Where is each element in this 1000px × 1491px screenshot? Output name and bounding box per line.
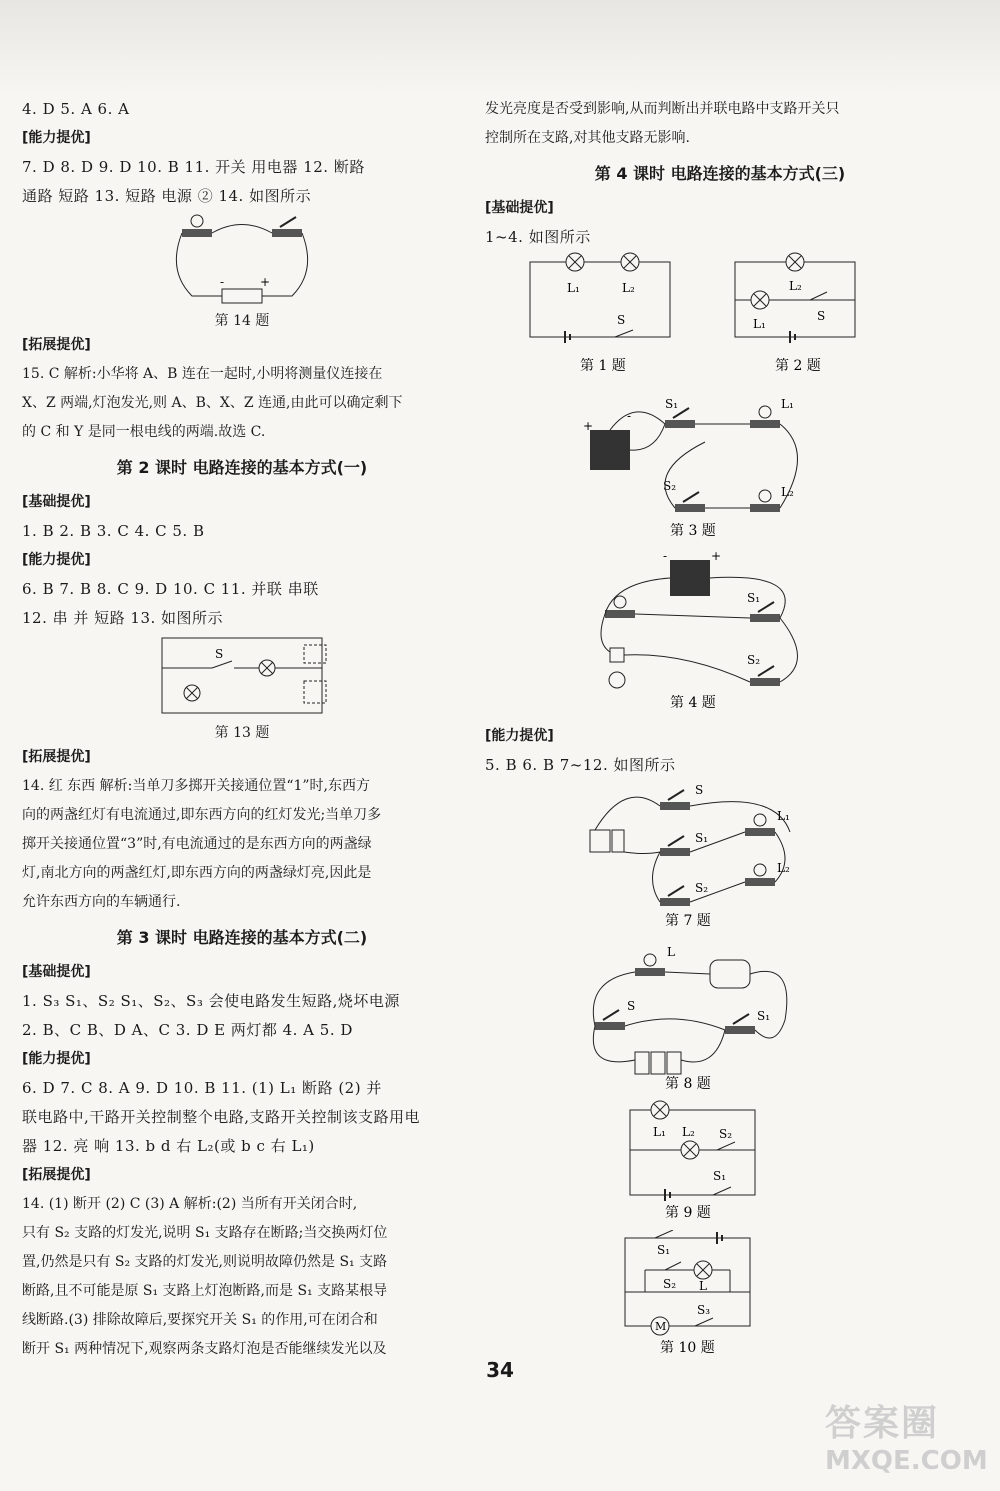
answer-line: 4. D 5. A 6. A — [22, 100, 130, 118]
motor-label: M — [655, 1320, 667, 1333]
explanation-line: 发光亮度是否受到影响,从而判断出并联电路中支路开关只 — [485, 101, 840, 117]
answer-line: 5. B 6. B 7~12. 如图所示 — [485, 756, 676, 774]
lamp-label: L₂ — [781, 485, 794, 499]
minus-label: - — [627, 409, 632, 423]
explanation-line: 控制所在支路,对其他支路无影响. — [485, 130, 690, 146]
circuit-loop — [625, 1238, 750, 1326]
switch-lever — [683, 492, 699, 502]
switch-lever — [668, 836, 684, 846]
watermark-text: 答案圈 — [825, 1403, 940, 1444]
switch-lever — [717, 1142, 735, 1150]
section-tag-ability: [能力提优] — [22, 130, 91, 146]
switch-base — [660, 802, 690, 810]
figure-caption: 第 10 题 — [660, 1340, 715, 1355]
switch-base — [660, 898, 690, 906]
figure-7-circuit — [485, 780, 955, 930]
lamp-label: L — [667, 945, 675, 959]
lamp-base — [745, 828, 775, 836]
answer-line: 7. D 8. D 9. D 10. B 11. 开关 用电器 12. 断路 — [22, 158, 365, 176]
switch-label: S₁ — [713, 1169, 727, 1183]
figure-2-circuit — [735, 253, 855, 343]
figure-caption: 第 3 题 — [670, 523, 716, 539]
switch-label: S — [215, 647, 224, 661]
switch-base — [665, 420, 695, 428]
battery-cell-icon — [612, 830, 624, 852]
switch-lever — [668, 790, 684, 800]
switch-label: S₂ — [695, 881, 709, 895]
switch-lever — [668, 886, 684, 896]
section-tag-ability: [能力提优] — [22, 1051, 91, 1067]
switch-label: S₃ — [697, 1303, 711, 1317]
answer-line: 器 12. 亮 响 13. b d 右 L₂(或 b c 右 L₁) — [22, 1137, 315, 1155]
plus-label: + — [260, 275, 271, 289]
section-tag-expand: [拓展提优] — [22, 749, 91, 765]
explanation-line: 只有 S₂ 支路的灯发光,说明 S₁ 支路存在断路;当交换两灯位 — [22, 1225, 388, 1241]
explanation-line: 灯,南北方向的两盏红灯,即东西方向的两盏绿灯亮,因此是 — [22, 865, 372, 881]
lamp-base — [745, 878, 775, 886]
answer-line: 1. S₃ S₁、S₂ S₁、S₂、S₃ 会使电路发生短路,烧坏电源 — [22, 992, 400, 1010]
switch-label: S₂ — [747, 653, 761, 667]
switch-label: S₁ — [747, 591, 761, 605]
explanation-line: 14. (1) 断开 (2) C (3) A 解析:(2) 当所有开关闭合时, — [22, 1196, 358, 1212]
figure-caption: 第 2 题 — [775, 358, 821, 374]
figure-caption: 第 1 题 — [580, 358, 626, 374]
figure-3-circuit — [485, 392, 955, 542]
figure-caption: 第 9 题 — [665, 1205, 711, 1220]
lamp-label: L — [699, 1279, 707, 1293]
switch-lever — [665, 1262, 681, 1270]
figure-caption: 第 14 题 — [214, 313, 270, 329]
lamp-base — [605, 610, 635, 618]
answer-line: 6. B 7. B 8. C 9. D 10. C 11. 并联 串联 — [22, 580, 319, 598]
switch-label: S — [627, 999, 636, 1013]
lamp-bulb-icon — [759, 406, 771, 418]
explanation-line: 断开 S₁ 两种情况下,观察两条支路灯泡是否能继续发光以及 — [22, 1341, 387, 1357]
lamp-label: L₂ — [789, 279, 802, 293]
section-tag-ability: [能力提优] — [485, 728, 554, 744]
explanation-line: X、Z 两端,灯泡发光,则 A、B、X、Z 连通,由此可以确定剩下 — [22, 395, 403, 411]
battery-cell-icon — [667, 1052, 681, 1074]
answer-line: 6. D 7. C 8. A 9. D 10. B 11. (1) L₁ 断路 (2) 并 — [22, 1079, 382, 1097]
lamp-base — [182, 229, 212, 237]
switch-lever — [713, 1187, 731, 1195]
left-column — [22, 95, 462, 1364]
lamp-label: L₁ — [777, 809, 790, 823]
explanation-line: 断路,且不可能是原 S₁ 支路上灯泡断路,而是 S₁ 支路某根导 — [22, 1283, 388, 1299]
switch-lever — [758, 666, 774, 676]
lamp-bulb-icon — [759, 490, 771, 502]
switch-lever — [733, 1014, 749, 1024]
switch-lever — [810, 292, 827, 300]
battery-pack-icon — [670, 560, 710, 596]
wire — [212, 225, 272, 234]
lamp-bulb-icon — [754, 864, 766, 876]
right-column — [485, 95, 955, 1365]
switch-label: S₂ — [719, 1127, 733, 1141]
explanation-line: 掷开关接通位置“3”时,有电流通过的是东西方向的两盏绿 — [22, 836, 372, 852]
lamp-bulb-icon — [644, 954, 656, 966]
dashed-box — [304, 681, 326, 703]
switch-label: S₂ — [663, 479, 677, 493]
page-top-shadow — [0, 0, 1000, 95]
figure-caption: 第 4 题 — [670, 695, 716, 711]
switch-base — [725, 1026, 755, 1034]
lamp-label: L₂ — [622, 281, 635, 295]
section-tag-basic: [基础提优] — [22, 964, 91, 980]
lesson-title: 第 2 课时 电路连接的基本方式(一) — [116, 458, 368, 477]
section-tag-expand: [拓展提优] — [22, 337, 91, 353]
lamp-label: L₂ — [682, 1125, 695, 1139]
explanation-line: 14. 红 东西 解析:当单刀多掷开关接通位置“1”时,东西方 — [22, 778, 371, 794]
bell-icon — [610, 648, 624, 662]
switch-lever — [655, 1230, 673, 1238]
switch-label: S₁ — [757, 1009, 771, 1023]
switch-lever — [212, 661, 232, 668]
switch-label: S₁ — [665, 397, 679, 411]
explanation-line: 的 C 和 Y 是同一根电线的两端.故选 C. — [22, 424, 266, 440]
answer-line: 1~4. 如图所示 — [485, 228, 591, 246]
answer-line: 联电路中,干路开关控制整个电路,支路开关控制该支路用电 — [22, 1108, 421, 1126]
section-tag-basic: [基础提优] — [22, 494, 91, 510]
figure-caption: 第 7 题 — [665, 913, 711, 929]
circuit-loop — [162, 638, 322, 713]
switch-lever — [695, 1318, 713, 1326]
switch-label: S₁ — [657, 1243, 671, 1257]
motor-icon — [710, 960, 750, 988]
lamp-bulb-icon — [754, 814, 766, 826]
switch-base — [272, 229, 302, 237]
switch-lever — [615, 330, 633, 337]
plus-label: + — [583, 419, 594, 433]
switch-label: S — [817, 309, 826, 323]
switch-base — [750, 678, 780, 686]
explanation-line: 线断路.(3) 排除故障后,要探究开关 S₁ 的作用,可在闭合和 — [22, 1312, 378, 1328]
switch-base — [660, 848, 690, 856]
figure-caption: 第 13 题 — [214, 725, 270, 741]
minus-label: - — [220, 275, 225, 289]
lamp-label: L₁ — [753, 317, 766, 331]
explanation-line: 置,仍然是只有 S₂ 支路的灯发光,则说明故障仍然是 S₁ 支路 — [22, 1254, 388, 1270]
lamp-label: L₁ — [567, 281, 580, 295]
figures-1-2 — [485, 252, 955, 382]
switch-lever — [758, 602, 774, 612]
switch-label: S₂ — [663, 1277, 677, 1291]
lamp-label: L₁ — [781, 397, 794, 411]
watermark-url: MXQE.COM — [825, 1446, 988, 1476]
plus-label: + — [711, 552, 722, 563]
bell-dome-icon — [609, 672, 625, 688]
page-number: 34 — [486, 1358, 514, 1382]
figure-14-circuit — [172, 211, 312, 311]
dashed-box — [304, 645, 326, 663]
lamp-bulb-icon — [614, 596, 626, 608]
answer-line: 12. 串 并 短路 13. 如图所示 — [22, 609, 224, 627]
answer-line: 通路 短路 13. 短路 电源 ② 14. 如图所示 — [22, 187, 312, 205]
explanation-line: 允许东西方向的车辆通行. — [22, 894, 181, 910]
lesson-title: 第 4 课时 电路连接的基本方式(三) — [594, 164, 846, 183]
figure-13-circuit — [152, 633, 332, 723]
watermark-logo — [825, 1395, 995, 1485]
figure-caption: 第 8 题 — [665, 1076, 711, 1090]
battery-pack-icon — [590, 430, 630, 470]
minus-label: - — [663, 552, 668, 563]
lamp-bulb-icon — [191, 215, 203, 227]
explanation-line: 向的两盏红灯有电流通过,即东西方向的红灯发光;当单刀多 — [22, 807, 382, 823]
battery-cell-icon — [590, 830, 610, 852]
lesson-title: 第 3 课时 电路连接的基本方式(二) — [116, 928, 368, 947]
section-tag-basic: [基础提优] — [485, 200, 554, 216]
figure-8-circuit — [485, 940, 955, 1090]
switch-lever — [603, 1010, 619, 1020]
switch-label: S — [617, 313, 626, 327]
switch-label: S₁ — [695, 831, 709, 845]
figure-4-circuit — [485, 552, 955, 712]
lamp-base — [750, 504, 780, 512]
section-tag-expand: [拓展提优] — [22, 1167, 91, 1183]
answer-line: 2. B、C B、D A、C 3. D E 两灯都 4. A 5. D — [22, 1021, 353, 1039]
battery-cell-icon — [635, 1052, 649, 1074]
lamp-base — [750, 420, 780, 428]
section-tag-ability: [能力提优] — [22, 552, 91, 568]
figure-10-circuit — [485, 1230, 955, 1355]
explanation-line: 15. C 解析:小华将 A、B 连在一起时,小明将测量仪连接在 — [22, 366, 383, 382]
lamp-label: L₂ — [777, 861, 790, 875]
answer-line: 1. B 2. B 3. C 4. C 5. B — [22, 522, 205, 540]
lamp-base — [635, 968, 665, 976]
switch-base — [750, 614, 780, 622]
battery-cell-icon — [651, 1052, 665, 1074]
switch-label: S — [695, 783, 704, 797]
wire — [176, 233, 225, 296]
lamp-label: L₁ — [653, 1125, 666, 1139]
switch-base — [595, 1022, 625, 1030]
switch-base — [675, 504, 705, 512]
battery-icon — [222, 289, 262, 303]
circuit-loop — [530, 262, 670, 337]
figure-9-circuit — [485, 1100, 955, 1220]
figure-1-circuit — [530, 253, 670, 343]
switch-lever — [280, 217, 296, 227]
